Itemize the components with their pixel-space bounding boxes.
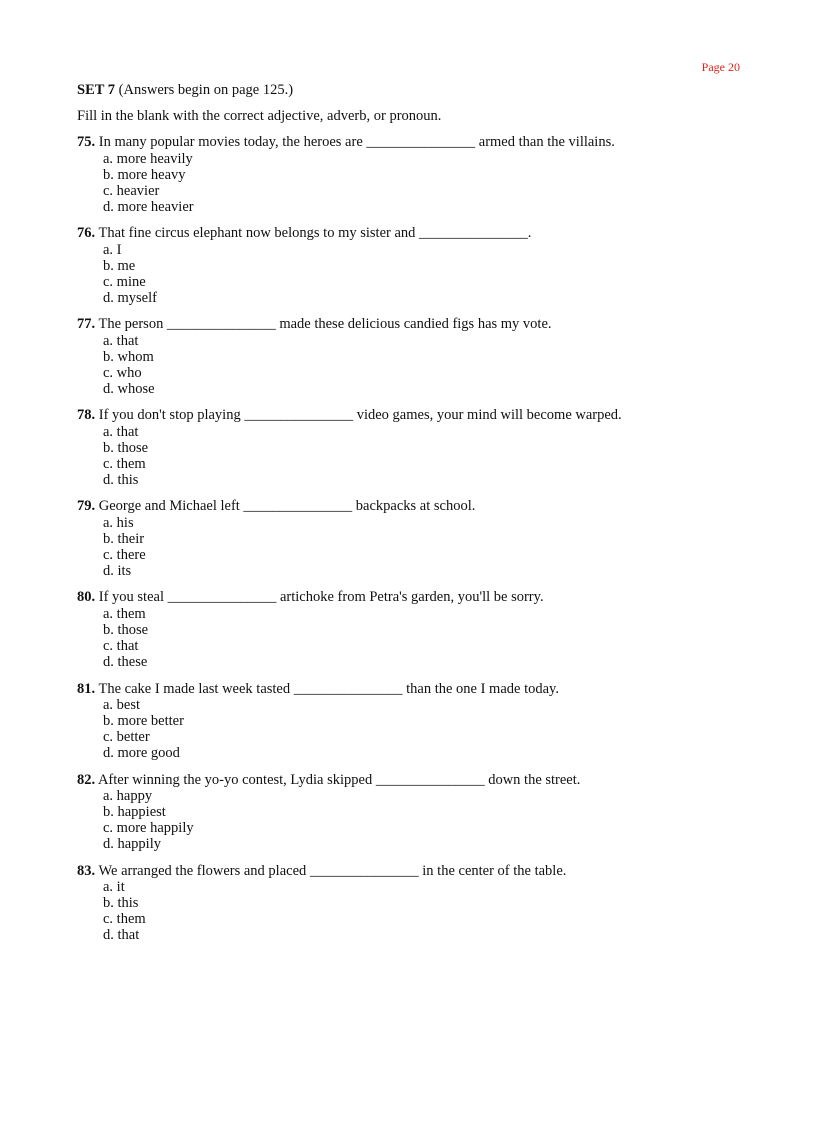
answer-option: a. I — [103, 241, 122, 258]
answer-option: a. his — [103, 514, 134, 531]
answer-options — [77, 333, 757, 398]
question-text: In many popular movies today, the heroes are _______________ armed than the villains. — [95, 134, 615, 151]
question-stem — [77, 681, 757, 697]
question-item — [77, 134, 757, 215]
question-item — [77, 498, 757, 579]
answer-option: d. more heavier — [103, 199, 194, 216]
answer-option: c. that — [103, 638, 139, 655]
answer-option: d. this — [103, 472, 139, 489]
answer-option: c. who — [103, 365, 142, 382]
question-item — [77, 681, 757, 762]
question-number: 77. — [77, 316, 96, 333]
answer-option: a. them — [103, 605, 146, 622]
question-text: George and Michael left _______________ backpacks at school. — [95, 498, 476, 515]
question-stem — [77, 772, 757, 788]
question-text: If you don't stop playing _______________ video games, your mind will become warped. — [95, 407, 622, 424]
question-stem — [77, 863, 757, 879]
question-item — [77, 772, 757, 853]
answer-option: b. me — [103, 257, 136, 274]
answer-option: c. heavier — [103, 183, 160, 200]
question-stem — [77, 225, 757, 241]
question-stem — [77, 407, 757, 423]
answer-options — [77, 242, 757, 307]
answer-option: d. myself — [103, 290, 157, 307]
answer-option: a. it — [103, 878, 125, 895]
answer-options — [77, 788, 757, 853]
question-number: 83. — [77, 862, 96, 879]
question-number: 82. — [77, 771, 96, 788]
question-text: If you steal _______________ artichoke from Petra's garden, you'll be sorry. — [95, 589, 544, 606]
answer-option: b. those — [103, 621, 149, 638]
question-item — [77, 863, 757, 944]
answer-option: a. happy — [103, 787, 153, 804]
question-text: The person _______________ made these delicious candied figs has my vote. — [95, 316, 552, 333]
answer-option: c. more happily — [103, 820, 194, 837]
question-number: 78. — [77, 407, 96, 424]
answer-option: c. mine — [103, 274, 146, 291]
worksheet-content — [77, 82, 757, 954]
answer-options — [77, 606, 757, 671]
question-stem — [77, 589, 757, 605]
question-item — [77, 589, 757, 670]
answer-option: d. its — [103, 563, 132, 580]
question-number: 76. — [77, 225, 96, 242]
answer-options — [77, 151, 757, 216]
answer-option: b. more better — [103, 712, 184, 729]
answer-option: d. more good — [103, 745, 180, 762]
question-text: The cake I made last week tasted _______________ than the one I made today. — [95, 680, 559, 697]
answer-option: c. them — [103, 911, 146, 928]
set-heading — [77, 82, 757, 98]
question-number: 80. — [77, 589, 96, 606]
answer-option: a. more heavily — [103, 150, 193, 167]
answer-option: b. their — [103, 530, 145, 547]
question-stem — [77, 134, 757, 150]
answer-options — [77, 424, 757, 489]
answer-option: c. better — [103, 729, 150, 746]
answer-option: d. whose — [103, 381, 155, 398]
question-item — [77, 225, 757, 306]
answer-option: b. happiest — [103, 803, 166, 820]
answer-option: d. that — [103, 927, 140, 944]
question-list — [77, 134, 757, 943]
set-answers-note: (Answers begin on page 125.) — [115, 82, 294, 98]
answer-option: b. this — [103, 894, 139, 911]
set-title: SET 7 — [77, 82, 116, 98]
question-text: After winning the yo-yo contest, Lydia skipped _______________ down the street. — [95, 771, 581, 788]
answer-options — [77, 697, 757, 762]
answer-option: c. them — [103, 456, 146, 473]
answer-option: a. that — [103, 332, 139, 349]
answer-option: a. that — [103, 423, 139, 440]
answer-option: b. those — [103, 439, 149, 456]
question-stem — [77, 498, 757, 514]
question-number: 75. — [77, 134, 96, 151]
question-item — [77, 316, 757, 397]
answer-option: d. happily — [103, 836, 161, 853]
answer-option: b. whom — [103, 348, 154, 365]
question-text: That fine circus elephant now belongs to my sister and _______________. — [95, 225, 532, 242]
answer-options — [77, 879, 757, 944]
answer-options — [77, 515, 757, 580]
question-number: 79. — [77, 498, 96, 515]
answer-option: c. there — [103, 547, 146, 564]
question-text: We arranged the flowers and placed _______________ in the center of the table. — [95, 862, 567, 879]
answer-option: d. these — [103, 654, 148, 671]
question-item — [77, 407, 757, 488]
page-number: Page 20 — [701, 60, 740, 74]
instructions: Fill in the blank with the correct adjective, adverb, or pronoun. — [77, 108, 442, 125]
answer-option: b. more heavy — [103, 166, 186, 183]
question-stem — [77, 316, 757, 332]
answer-option: a. best — [103, 696, 141, 713]
question-number: 81. — [77, 680, 96, 697]
